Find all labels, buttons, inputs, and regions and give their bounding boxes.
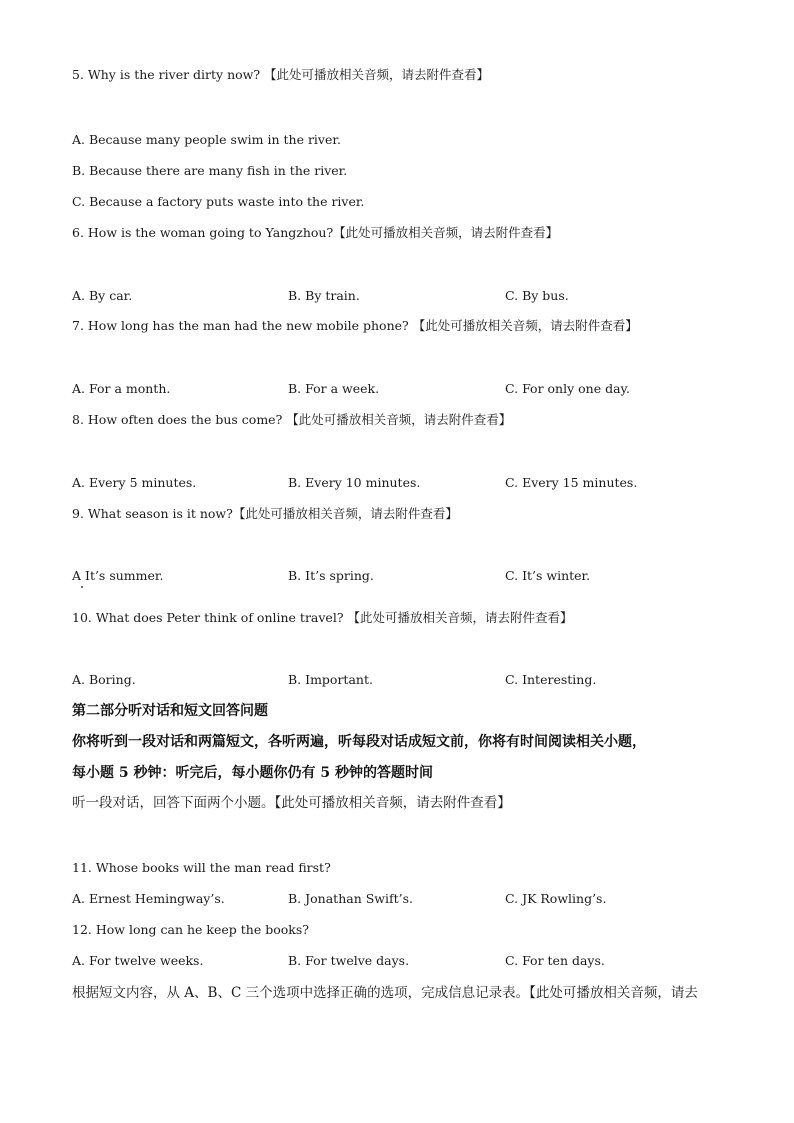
section-2-instruction-line-1: 你将听到一段对话和两篇短文，各听两遍，听每段对话成短文前，你将有时间阅读相关小题， <box>72 734 646 750</box>
question-5-prompt: 5. Why is the river dirty now? 【此处可播放相关音频，请去附件查看】 <box>72 67 490 82</box>
question-5-option-c: C. Because a factory puts waste into the river. <box>72 194 365 209</box>
question-11-option-b: B. Jonathan Swift’s. <box>288 891 413 906</box>
question-7-option-c: C. For only one day. <box>505 381 630 396</box>
question-11-option-a: A. Ernest Hemingway’s. <box>72 891 225 906</box>
question-12-option-b: B. For twelve days. <box>288 953 410 968</box>
question-5-option-a: A. Because many people swim in the river. <box>72 132 341 147</box>
question-11-option-c: C. JK Rowling’s. <box>505 891 607 906</box>
question-6-option-a: A. By car. <box>72 288 133 303</box>
section-2-title: 第二部分听对话和短文回答问题 <box>72 703 268 719</box>
question-6-option-b: B. By train. <box>288 288 360 303</box>
question-8-option-c: C. Every 15 minutes. <box>505 475 638 490</box>
question-11-prompt: 11. Whose books will the man read first? <box>72 860 331 875</box>
question-8-option-a: A. Every 5 minutes. <box>72 475 197 490</box>
stray-dot-mark <box>81 586 83 588</box>
question-9-option-a: A It’s summer. <box>72 568 164 583</box>
question-8-option-b: B. Every 10 minutes. <box>288 475 421 490</box>
section-2-instruction-line-2: 每小题 5 秒钟：听完后，每小题你仍有 5 秒钟的答题时间 <box>72 765 433 781</box>
question-9-option-b: B. It’s spring. <box>288 568 374 583</box>
question-10-prompt: 10. What does Peter think of online travel? 【此处可播放相关音频，请去附件查看】 <box>72 610 573 625</box>
question-12-option-c: C. For ten days. <box>505 953 605 968</box>
question-8-prompt: 8. How often does the bus come? 【此处可播放相关音频，请去附件查看】 <box>72 412 512 427</box>
question-12-prompt: 12. How long can he keep the books? <box>72 922 309 937</box>
question-10-option-a: A. Boring. <box>72 672 136 687</box>
question-10-option-b: B. Important. <box>288 672 373 687</box>
question-9-prompt: 9. What season is it now?【此处可播放相关音频，请去附件查看】 <box>72 506 458 521</box>
question-7-option-a: A. For a month. <box>72 381 171 396</box>
question-12-option-a: A. For twelve weeks. <box>72 953 204 968</box>
question-6-option-c: C. By bus. <box>505 288 569 303</box>
question-9-option-c: C. It’s winter. <box>505 568 591 583</box>
dialogue-intro: 听一段对话，回答下面两个小题。【此处可播放相关音频，请去附件查看】 <box>72 795 511 811</box>
passage-intro: 根据短文内容，从 A、B、C 三个选项中选择正确的选项，完成信息记录表。【此处可播放相关音频，请去 <box>72 985 698 1001</box>
question-7-option-b: B. For a week. <box>288 381 380 396</box>
question-7-prompt: 7. How long has the man had the new mobile phone? 【此处可播放相关音频，请去附件查看】 <box>72 318 638 333</box>
question-6-prompt: 6. How is the woman going to Yangzhou?【此处可播放相关音频，请去附件查看】 <box>72 225 559 240</box>
question-10-option-c: C. Interesting. <box>505 672 597 687</box>
question-5-option-b: B. Because there are many fish in the river. <box>72 163 348 178</box>
